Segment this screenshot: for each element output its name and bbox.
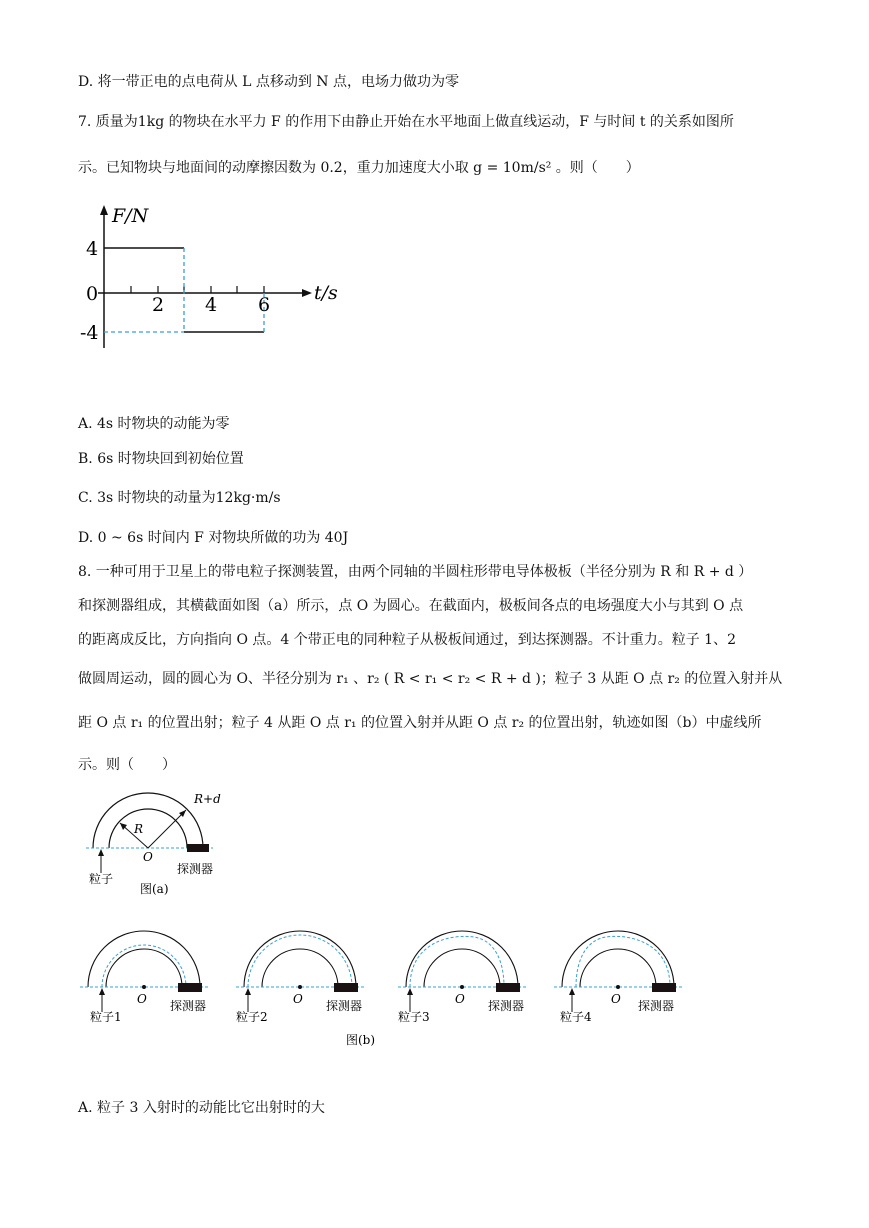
x-tick-6: 6 (258, 294, 271, 316)
panel-particle-2 (236, 931, 366, 1024)
label-particle-1: 粒子1 (90, 1010, 122, 1024)
particle-arrow-icon (98, 849, 104, 856)
x-tick-4: 4 (205, 294, 218, 316)
particle-arrow-icon (99, 988, 105, 995)
label-O: O (611, 992, 621, 1006)
detector-block (652, 983, 676, 992)
figure-a-caption: 图(a) (140, 882, 169, 896)
panel-particle-3 (398, 931, 528, 1024)
x-axis-label: t/s (314, 282, 338, 304)
y-axis-arrow-icon (100, 205, 108, 215)
label-detector: 探测器 (638, 999, 675, 1013)
q8-stem-line3: 的距离成反比，方向指向 O 点。4 个带正电的同种粒子从极板间通过，到达探测器。不计重力。粒子 1、2 (78, 632, 736, 648)
q8-stem-line5: 距 O 点 r₁ 的位置出射；粒子 4 从距 O 点 r₁ 的位置入射并从距 O 点 r₂ 的位置出射，轨迹如图（b）中虚线所 (78, 715, 762, 731)
label-O: O (137, 992, 147, 1006)
prev-option-d: D. 将一带正电的点电荷从 L 点移动到 N 点，电场力做功为零 (78, 74, 459, 90)
label-O: O (293, 992, 303, 1006)
panel-particle-4 (554, 931, 684, 1024)
q7-stem-line2: 示。已知物块与地面间的动摩擦因数为 0.2，重力加速度大小取 g = 10m/s² 。则（ ） (78, 160, 640, 176)
label-R-plus-d: R+d (194, 792, 221, 806)
q8-stem-line1: 8. 一种可用于卫星上的带电粒子探测装置，由两个同轴的半圆柱形带电导体极板（半径分别为 R 和 R + d ） (78, 564, 753, 580)
detector-block (178, 983, 202, 992)
panel-particle-1 (80, 931, 210, 1024)
label-O: O (455, 992, 465, 1006)
label-particle-3: 粒子3 (398, 1010, 430, 1024)
particle-arrow-icon (245, 988, 251, 995)
q7-option-d: D. 0 ~ 6s 时间内 F 对物块所做的功为 40J (78, 530, 349, 546)
q7-option-a: A. 4s 时物块的动能为零 (78, 416, 230, 432)
trajectory-2 (248, 935, 352, 987)
label-particle-4: 粒子4 (560, 1010, 592, 1024)
q8-stem-line4: 做圆周运动，圆的圆心为 O、半径分别为 r₁ 、r₂ ( R < r₁ < r₂ < R + d )；粒子 3 从距 O 点 r₂ 的位置入射并从 (78, 671, 783, 687)
q8-stem-line6: 示。则（ ） (78, 757, 176, 773)
detector-block (187, 844, 209, 852)
label-R: R (134, 822, 144, 836)
q7-option-c: C. 3s 时物块的动量为12kg·m/s (78, 490, 281, 506)
inner-plate (109, 809, 187, 848)
x-axis-arrow-icon (302, 289, 312, 297)
detector-block (496, 983, 520, 992)
label-detector: 探测器 (177, 862, 214, 876)
q8-stem-line2: 和探测器组成，其横截面如图（a）所示，点 O 为圆心。在截面内，极板间各点的电场强度大小与其到 O 点 (78, 598, 744, 614)
label-particle: 粒子 (89, 872, 114, 886)
y-tick-4: 4 (86, 238, 99, 260)
q7-stem-line1: 7. 质量为1kg 的物块在水平力 F 的作用下由静止开始在水平地面上做直线运动，F 与时间 t 的关系如图所 (78, 114, 734, 130)
label-detector: 探测器 (488, 999, 525, 1013)
y-tick-0: 0 (86, 283, 99, 305)
particle-arrow-icon (569, 988, 575, 995)
q7-option-b: B. 6s 时物块回到初始位置 (78, 451, 244, 467)
label-O: O (143, 850, 153, 864)
y-axis-label: F/N (112, 205, 149, 227)
x-tick-2: 2 (152, 294, 165, 316)
particle-arrow-icon (407, 988, 413, 995)
label-detector: 探测器 (170, 999, 207, 1013)
q8-figure-a (80, 785, 250, 900)
detector-block (334, 983, 358, 992)
radius-Rd-line (148, 810, 186, 848)
label-detector: 探测器 (326, 999, 363, 1013)
q8-option-a: A. 粒子 3 入射时的动能比它出射时的大 (78, 1100, 325, 1116)
y-tick-minus4: -4 (80, 322, 99, 344)
q8-figure-b (76, 920, 696, 1055)
label-particle-2: 粒子2 (236, 1010, 268, 1024)
trajectory-1 (102, 945, 186, 987)
figure-b-caption: 图(b) (346, 1033, 376, 1047)
q7-force-time-graph (78, 200, 358, 370)
